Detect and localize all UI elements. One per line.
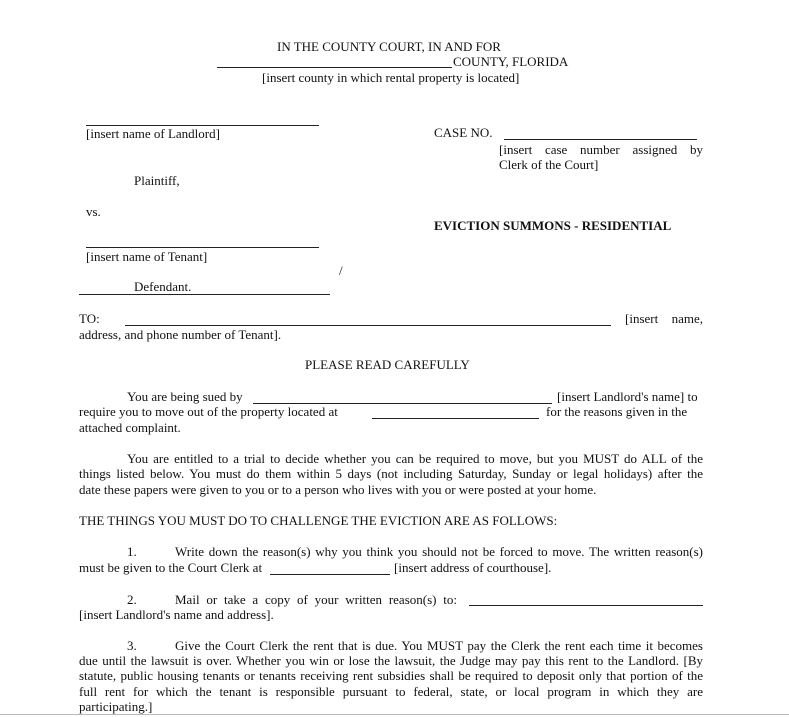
item-3-line-4: full rent for which the tenant is responsible pursuant to federal, state, or local program in which they are — [79, 684, 703, 699]
county-hint: [insert county in which rental property is located] — [262, 70, 520, 85]
to-label: TO: — [79, 311, 100, 326]
county-blank-line — [217, 67, 452, 68]
item-2-line-1: Mail or take a copy of your written reason(s) to: — [175, 592, 457, 607]
item-3-number: 3. — [127, 638, 137, 653]
page-bottom-edge — [0, 714, 789, 715]
entitled-trial-line-2: things listed below. You must do them within 5 days (not including Saturday, Sunday or legal holidays) after the — [79, 466, 703, 481]
item-1-number: 1. — [127, 544, 137, 559]
summons-title: EVICTION SUMMONS - RESIDENTIAL — [434, 218, 672, 233]
tenant-name-hint: [insert name of Tenant] — [86, 249, 208, 264]
defendant-label: Defendant. — [134, 279, 192, 294]
vs-label: vs. — [86, 204, 101, 219]
property-address-line — [372, 418, 539, 419]
sued-by-text: You are being sued by — [127, 389, 243, 404]
entitled-trial-line-1: You are entitled to a trial to decide whether you can be required to move, but you MUST do ALL of the — [127, 451, 703, 466]
caption-slash: / — [339, 263, 343, 278]
case-no-line — [504, 139, 697, 140]
item-3-line-1: Give the Court Clerk the rent that is due. You MUST pay the Clerk the rent each time it becomes — [175, 638, 703, 653]
item-3-line-2: due until the lawsuit is over. Whether you win or lose the lawsuit, the Judge may pay this rent to the Landlord. [By — [79, 653, 703, 668]
case-no-label: CASE NO. — [434, 125, 493, 140]
property-located-text: require you to move out of the property located at — [79, 404, 338, 419]
item-1-line-1: Write down the reason(s) why you think you should not be forced to move. The written reason(s) — [175, 544, 703, 559]
item-2-line-2: [insert Landlord's name and address]. — [79, 607, 274, 622]
item-2-number: 2. — [127, 592, 137, 607]
court-heading: IN THE COUNTY COURT, IN AND FOR — [277, 39, 501, 54]
to-blank-line — [125, 325, 611, 326]
landlord-name-hint: [insert name of Landlord] — [86, 126, 220, 141]
tenant-name-line — [86, 247, 319, 248]
item-3-line-5: participating.] — [79, 699, 153, 714]
to-hint-right: [insert name, — [625, 311, 703, 326]
caption-bottom-line — [79, 294, 330, 295]
plaintiff-label: Plaintiff, — [134, 173, 180, 188]
please-read-heading: PLEASE READ CAREFULLY — [305, 357, 470, 372]
item-3-line-3: statute, public housing tenants or tenants receiving rent subsidies shall be required to deposit only that portion of the — [79, 668, 703, 683]
landlord-name-hint-inline: [insert Landlord's name] to — [557, 389, 698, 404]
to-hint-continued: address, and phone number of Tenant]. — [79, 327, 282, 342]
case-no-hint-2: Clerk of the Court] — [499, 157, 599, 172]
county-state-heading: COUNTY, FLORIDA — [453, 54, 569, 69]
courthouse-address-line — [270, 574, 390, 575]
landlord-address-line — [469, 605, 703, 606]
item-1-line-2a: must be given to the Court Clerk at — [79, 560, 263, 575]
case-no-hint-1: [insert case number assigned by — [499, 142, 703, 157]
things-to-do-heading: THE THINGS YOU MUST DO TO CHALLENGE THE EVICTION ARE AS FOLLOWS: — [79, 513, 558, 528]
attached-complaint-text: attached complaint. — [79, 420, 181, 435]
reasons-given-text: for the reasons given in the — [546, 404, 688, 419]
entitled-trial-line-3: date these papers were given to you or to a person who lives with you or were posted at your home. — [79, 482, 597, 497]
item-1-line-2b: [insert address of courthouse]. — [394, 560, 552, 575]
